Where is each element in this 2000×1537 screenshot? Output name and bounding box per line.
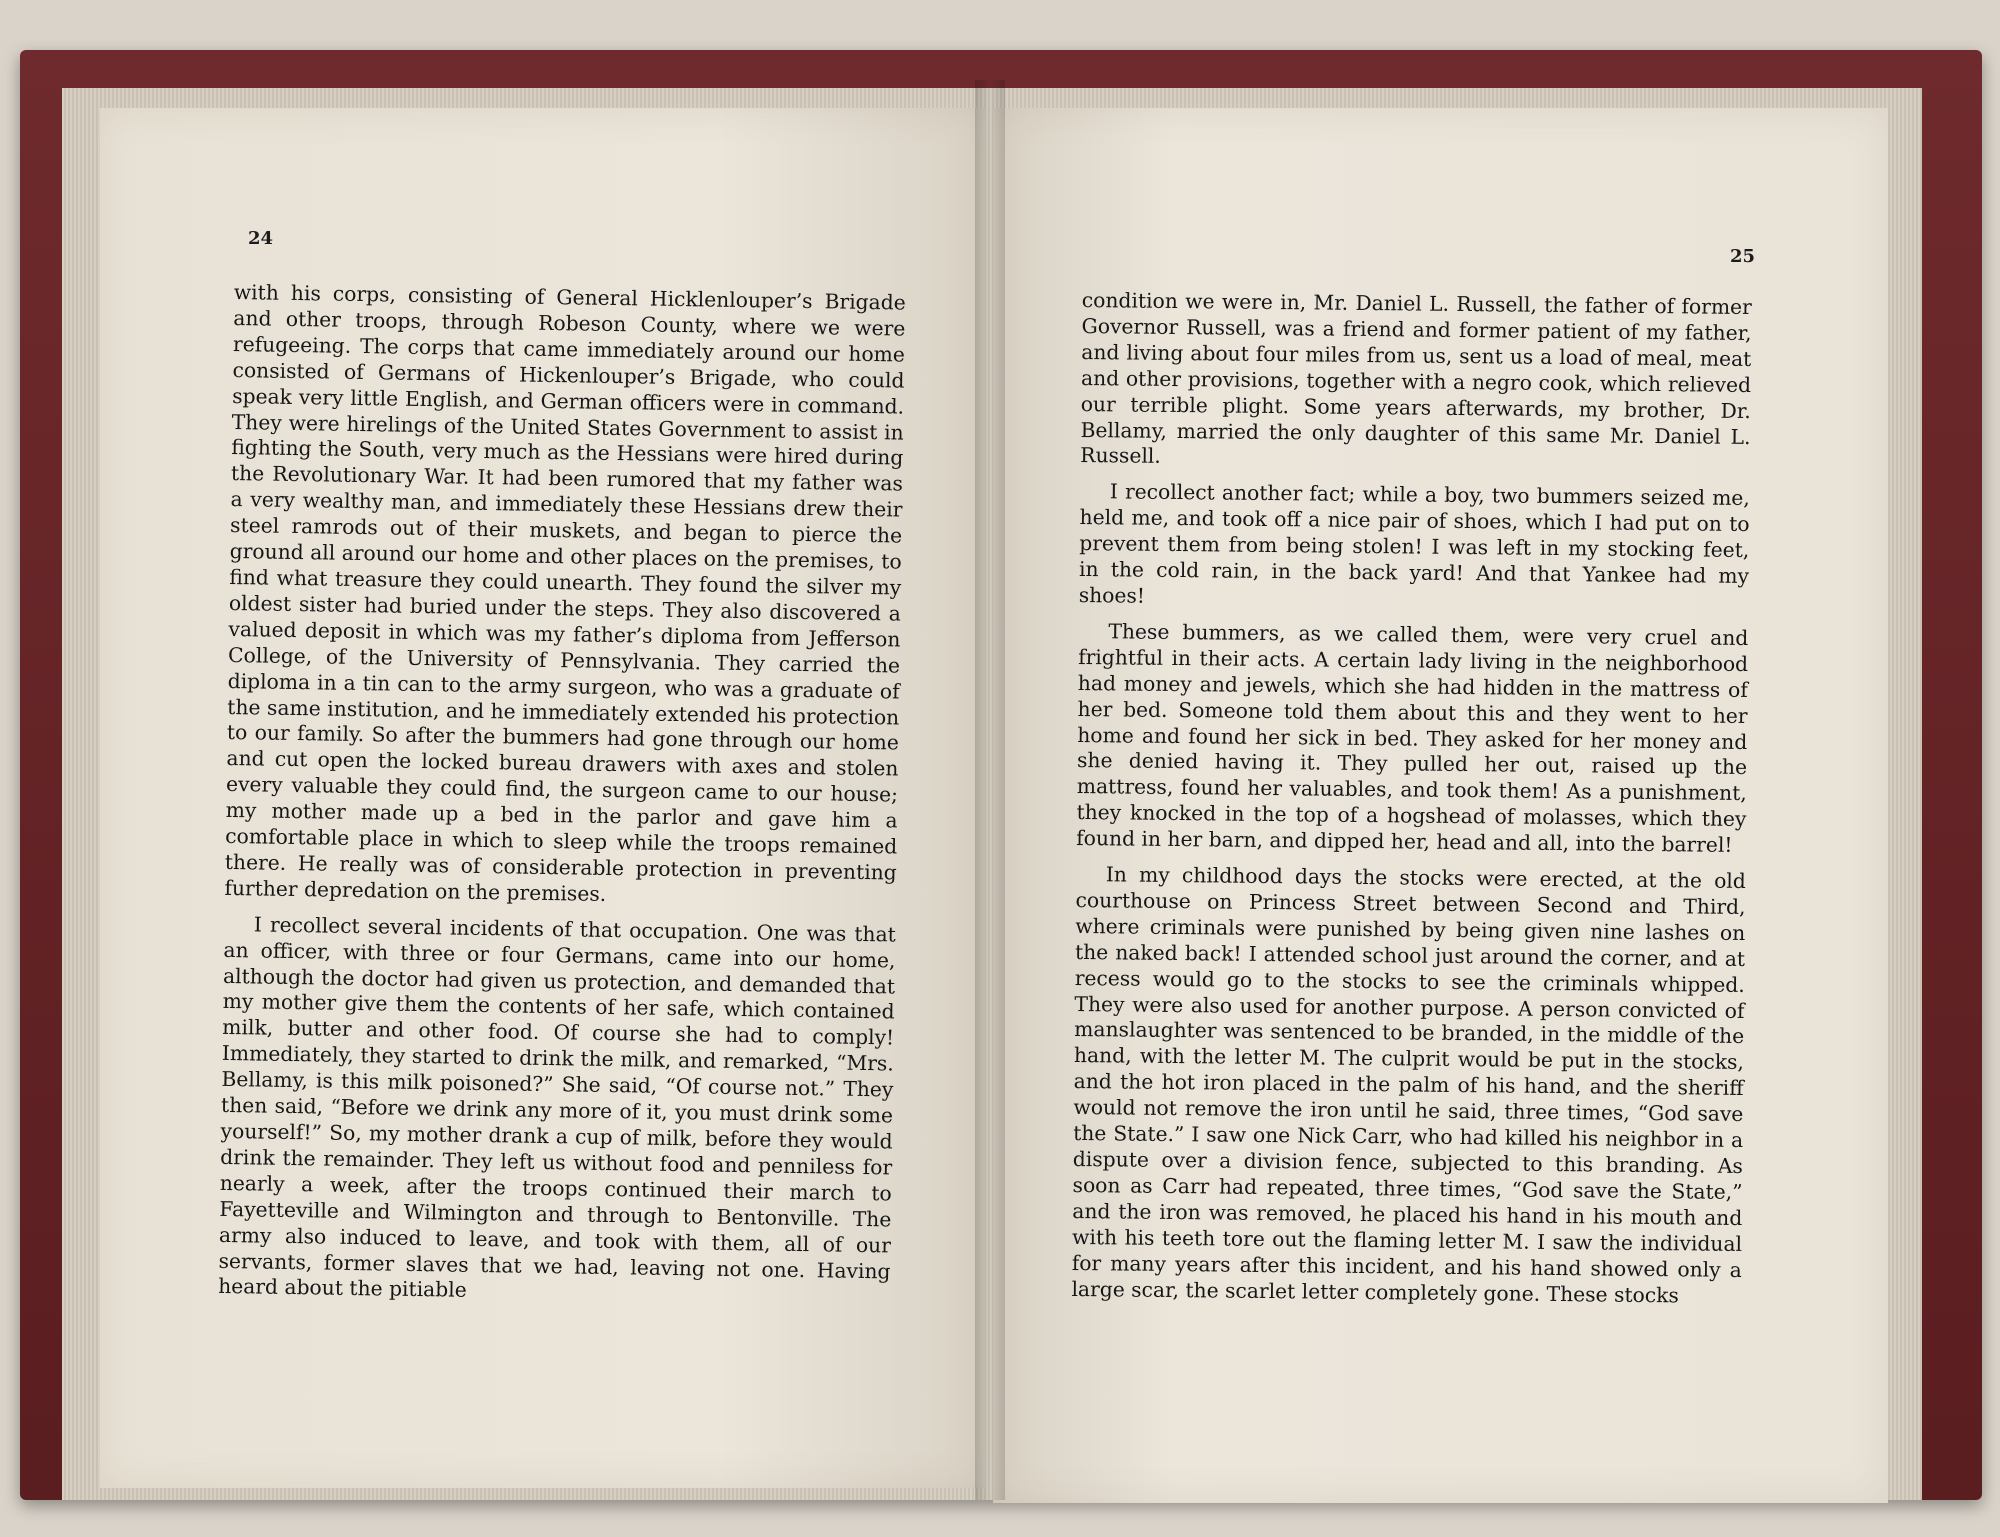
paragraph: In my childhood days the stocks were erected, at the old courthouse on Princess Street between Second and Third, where criminals were punished by being given nine lashes on the naked back! I attended school just around the corner, and at recess would go to the stocks to see the criminals whipped. They were also used for another purpose. A person convicted of manslaughter was sentenced to be branded, in the middle of the hand, with the letter M. The culprit would be put in the stocks, and the hot iron placed in the palm of his hand, and the sheriff would not remove the iron until he said, three times, “God save the State.” I saw one Nick Carr, who had killed his neighbor in a dispute over a division fence, subjected to this branding. As soon as Carr had repeated, three times, “God save the State,” and the iron was removed, he placed his hand in his mouth and with his teeth tore out the flaming letter M. I saw the individual for many years after this incident, and his hand showed only a large scar, the scarlet letter completely gone. These stocks [1071, 862, 1746, 1307]
left-page-text [218, 280, 906, 1321]
left-page-number: 24 [248, 228, 274, 249]
paragraph: I recollect another fact; while a boy, two bummers seized me, held me, and took off a nice pair of shoes, which I had put on to prevent them from being stolen! I was left in my stocking feet, in the cold rain, in the back yard! And that Yankee had my shoes! [1078, 479, 1750, 608]
book-gutter [975, 80, 1005, 1500]
right-page-text [1071, 288, 1752, 1319]
paragraph: condition we were in, Mr. Daniel L. Russell, the father of former Governor Russell, was a friend and former patient of my father, and living about four miles from us, sent us a load of meal, meat and other provisions, together with a negro cook, which relieved our terrible plight. Some years afterwards, my brother, Dr. Bellamy, married the only daughter of this same Mr. Daniel L. Russell. [1080, 288, 1752, 469]
paragraph: I recollect several incidents of that occupation. One was that an officer, with three or four Germans, came into our home, although the doctor had given us protection, and demanded that my mother give them the contents of her safe, which contained milk, butter and other food. Of course she had to comply! Immediately, they started to drink the milk, and remarked, “Mrs. Bellamy, is this milk poisoned?” She said, “Of course not.” They then said, “Before we drink any more of it, you must drink some yourself!” So, my mother drank a cup of milk, before they would drink the remainder. They left us without food and penniless for nearly a week, after the troops continued their march to Fayetteville and Wilmington and through to Bentonville. The army also induced to leave, and took with them, all of our servants, former slaves that we had, leaving not one. Having heard about the pitiable [218, 912, 896, 1303]
paragraph: These bummers, as we called them, were very cruel and frightful in their acts. A certain lady living in the neighborhood had money and jewels, which she had hidden in the mattress of her bed. Someone told them about this and they went to her home and found her sick in bed. They asked for her money and she denied having it. They pulled her out, raised up the mattress, found her valuables, and took them! As a punishment, they knocked in the top of a hogshead of molasses, which they found in her barn, and dipped her, head and all, into the barrel! [1076, 619, 1749, 857]
right-page-number: 25 [1730, 246, 1756, 267]
paragraph: with his corps, consisting of General Hicklenlouper’s Brigade and other troops, through Robeson County, where we were refugeeing. The corps that came immediately around our home consisted of Germans of Hickenlouper’s Brigade, who could speak very little English, and German officers were in command. They were hirelings of the United States Government to assist in fighting the South, very much as the Hessians were hired during the Revolutionary War. It had been rumored that my father was a very wealthy man, and immediately these Hessians drew their steel ramrods out of their muskets, and began to pierce the ground all around our home and other places on the premises, to find what treasure they could unearth. They found the silver my oldest sister had buried under the steps. They also discovered a valued deposit in which was my father’s diploma from Jefferson College, of the University of Pennsylvania. They carried the diploma in a tin can to the army surgeon, who was a graduate of the same institution, and he immediately extended his protection to our family. So after the bummers had gone through our home and cut open the locked bureau drawers with axes and stolen every valuable they could find, the surgeon came to our house; my mother made up a bed in the parlor and gave him a comfortable place in which to sleep while the troops remained there. He really was of considerable protection in preventing further depredation on the premises. [224, 280, 906, 906]
